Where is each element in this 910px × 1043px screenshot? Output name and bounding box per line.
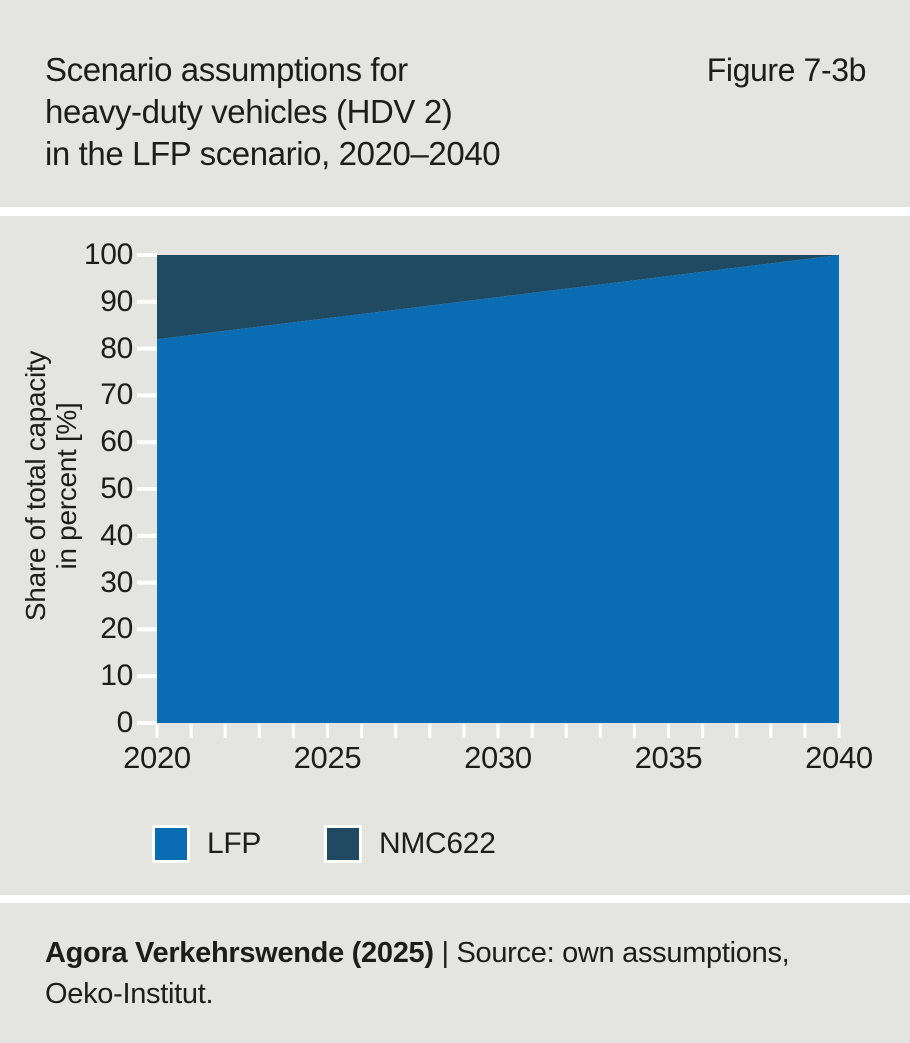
x-tick-label: 2035 — [634, 740, 703, 775]
separator-top — [0, 207, 910, 216]
footer-source-line1: Source: own assumptions, — [456, 937, 790, 969]
y-tick-label: 40 — [100, 518, 133, 552]
y-tick-label: 60 — [100, 425, 133, 459]
legend-item-lfp — [152, 825, 261, 863]
y-tick-mark — [137, 487, 157, 491]
footer-separator: | — [441, 937, 449, 969]
legend-label: NMC622 — [379, 827, 496, 860]
footer — [0, 903, 910, 1043]
x-tick-mark — [565, 724, 568, 738]
y-tick-label: 10 — [100, 659, 133, 693]
chart-plot — [0, 216, 910, 895]
y-tick-label: 100 — [83, 238, 133, 271]
title-line-1: Scenario assumptions for — [45, 51, 408, 88]
x-tick-mark — [599, 724, 602, 738]
x-tick-label: 2030 — [464, 740, 532, 775]
y-tick-mark — [137, 721, 157, 725]
y-tick-mark — [137, 347, 157, 351]
y-tick-label: 30 — [100, 565, 133, 599]
y-tick-mark — [137, 581, 157, 585]
x-tick-mark — [394, 724, 397, 738]
y-tick-mark — [137, 440, 157, 444]
y-tick-label: 20 — [100, 612, 133, 646]
legend-item-nmc622 — [324, 825, 496, 863]
x-tick-mark — [326, 724, 329, 738]
x-tick-label: 2040 — [805, 740, 873, 775]
footer-text — [45, 933, 866, 1015]
x-tick-mark — [803, 724, 806, 738]
y-tick-label: 90 — [100, 284, 133, 318]
title-line-2: heavy-duty vehicles (HDV 2) — [45, 93, 453, 130]
y-tick-label: 0 — [116, 706, 133, 739]
x-tick-mark — [633, 724, 636, 738]
x-tick-mark — [224, 724, 227, 738]
separator-bottom — [0, 895, 910, 903]
chart-area — [0, 216, 910, 895]
y-axis-title-line-2: in percent [%] — [51, 402, 82, 570]
x-tick-mark — [258, 724, 261, 738]
y-tick-label: 50 — [100, 472, 133, 505]
x-tick-mark — [667, 724, 670, 738]
legend-label: LFP — [207, 827, 262, 860]
header — [0, 0, 910, 207]
x-tick-mark — [838, 724, 841, 738]
x-tick-label: 2025 — [293, 740, 362, 775]
y-tick-mark — [137, 300, 157, 304]
footer-publisher: Agora Verkehrswende (2025) — [45, 937, 434, 969]
x-tick-mark — [769, 724, 772, 738]
x-tick-mark — [156, 724, 159, 738]
footer-source-line2: Oeko-Institut. — [45, 978, 214, 1010]
x-tick-mark — [701, 724, 704, 738]
x-tick-mark — [360, 724, 363, 738]
x-tick-mark — [462, 724, 465, 738]
legend-swatch-lfp — [152, 825, 190, 863]
x-tick-mark — [531, 724, 534, 738]
y-tick-mark — [137, 393, 157, 397]
y-tick-mark — [137, 534, 157, 538]
y-tick-mark — [137, 627, 157, 631]
x-tick-mark — [190, 724, 193, 738]
y-tick-label: 70 — [100, 378, 133, 412]
y-tick-mark — [137, 253, 157, 257]
legend-swatch-nmc622 — [324, 825, 362, 863]
y-axis-title-line-1: Share of total capacity — [20, 350, 51, 622]
x-tick-mark — [428, 724, 431, 738]
x-tick-mark — [735, 724, 738, 738]
x-tick-label: 2020 — [123, 740, 191, 775]
title-line-3: in the LFP scenario, 2020–2040 — [45, 135, 501, 172]
y-tick-mark — [137, 674, 157, 678]
y-axis-title — [20, 252, 84, 720]
y-tick-label: 80 — [100, 331, 133, 365]
x-tick-mark — [497, 724, 500, 738]
x-tick-mark — [292, 724, 295, 738]
figure-label: Figure 7-3b — [706, 52, 866, 88]
